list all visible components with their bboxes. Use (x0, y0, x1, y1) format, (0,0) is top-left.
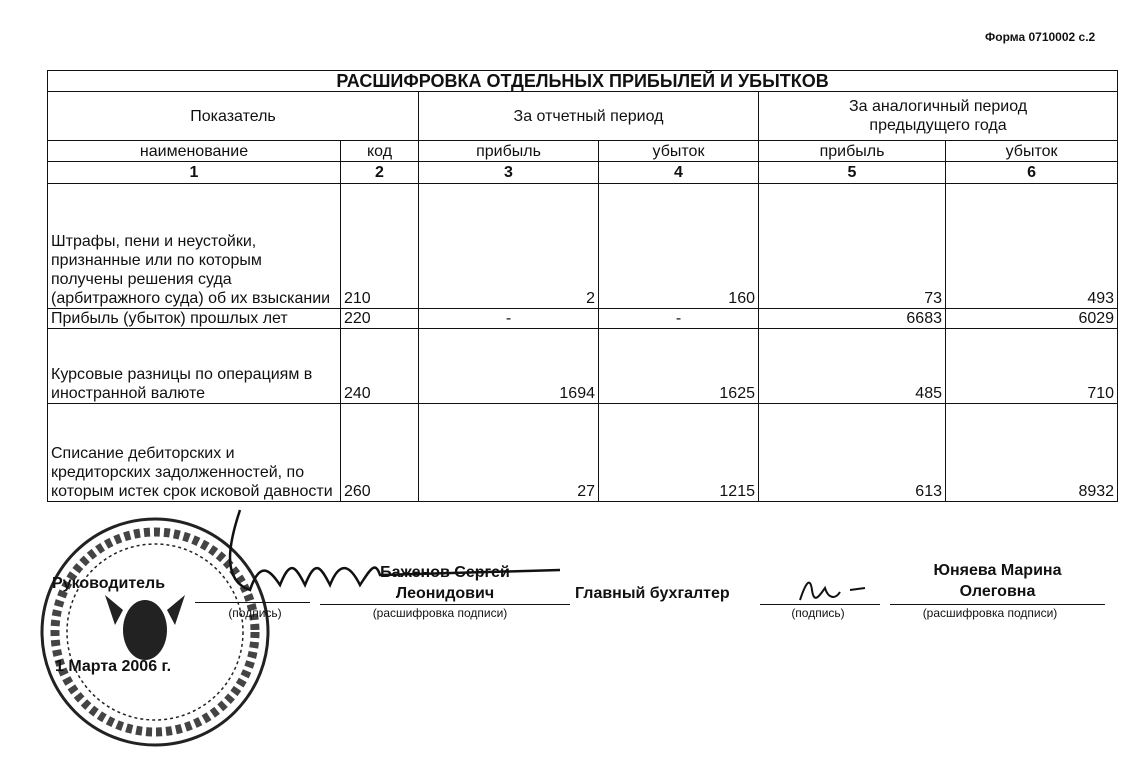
row-code: 210 (341, 184, 419, 309)
subheader-profit: прибыль (759, 141, 946, 162)
row-prev-loss: 6029 (946, 309, 1118, 329)
accountant-decode-caption: (расшифровка подписи) (922, 606, 1058, 620)
column-number: 3 (419, 162, 599, 184)
subheader-loss: убыток (599, 141, 759, 162)
form-code: Форма 0710002 с.2 (985, 30, 1096, 44)
row-cur-loss: 1625 (599, 329, 759, 404)
profit-loss-table (47, 70, 1118, 502)
subheader-profit: прибыль (419, 141, 599, 162)
head-name-line2: Леонидович (395, 585, 495, 602)
accountant-signature-scribble (780, 570, 880, 610)
subheader-name: наименование (48, 141, 341, 162)
head-name-line1: Баженов Сергей (380, 564, 510, 581)
accountant-decode-line (890, 604, 1105, 605)
accountant-name-line1: Юняева Марина (933, 562, 1062, 579)
header-current-period: За отчетный период (419, 92, 759, 141)
header-indicator: Показатель (48, 92, 419, 141)
head-signature-caption: (подпись) (228, 606, 282, 620)
column-number: 4 (599, 162, 759, 184)
row-cur-profit: - (419, 309, 599, 329)
accountant-label: Главный бухгалтер (575, 585, 730, 602)
head-label: Руководитель (52, 575, 166, 592)
accountant-name-line2: Олеговна (959, 583, 1036, 600)
eagle-emblem-icon (105, 595, 185, 660)
row-cur-loss: 160 (599, 184, 759, 309)
row-code: 220 (341, 309, 419, 329)
row-prev-profit: 485 (759, 329, 946, 404)
table-row (48, 309, 1118, 329)
signing-date: 1 Марта 2006 г. (55, 658, 172, 675)
table-row (48, 329, 1118, 404)
table-row (48, 404, 1118, 502)
row-cur-loss: 1215 (599, 404, 759, 502)
row-prev-loss: 8932 (946, 404, 1118, 502)
column-number: 6 (946, 162, 1118, 184)
row-cur-profit: 2 (419, 184, 599, 309)
row-cur-profit: 1694 (419, 329, 599, 404)
row-prev-profit: 73 (759, 184, 946, 309)
subheader-loss: убыток (946, 141, 1118, 162)
row-prev-profit: 6683 (759, 309, 946, 329)
header-previous-period: За аналогичный период предыдущего года (759, 92, 1118, 141)
column-number: 1 (48, 162, 341, 184)
table-title: РАСШИФРОВКА ОТДЕЛЬНЫХ ПРИБЫЛЕЙ И УБЫТКОВ (48, 71, 1118, 92)
head-decode-caption: (расшифровка подписи) (372, 606, 508, 620)
head-signature-scribble (200, 500, 580, 610)
column-number: 5 (759, 162, 946, 184)
row-name: Штрафы, пени и неустойки, признанные или по которым получены решения суда (арбитражного суда) об их взыскании (48, 184, 341, 309)
row-prev-profit: 613 (759, 404, 946, 502)
row-cur-profit: 27 (419, 404, 599, 502)
row-code: 240 (341, 329, 419, 404)
row-cur-loss: - (599, 309, 759, 329)
table-row (48, 184, 1118, 309)
column-number: 2 (341, 162, 419, 184)
accountant-name (890, 560, 1105, 602)
accountant-signature-caption: (подпись) (791, 606, 845, 620)
row-prev-loss: 710 (946, 329, 1118, 404)
row-name: Курсовые разницы по операциям в иностранной валюте (48, 329, 341, 404)
row-name: Списание дебиторских и кредиторских задолженностей, по которым истек срок исковой давности (48, 404, 341, 502)
row-code: 260 (341, 404, 419, 502)
row-name: Прибыль (убыток) прошлых лет (48, 309, 341, 329)
row-prev-loss: 493 (946, 184, 1118, 309)
subheader-code: код (341, 141, 419, 162)
